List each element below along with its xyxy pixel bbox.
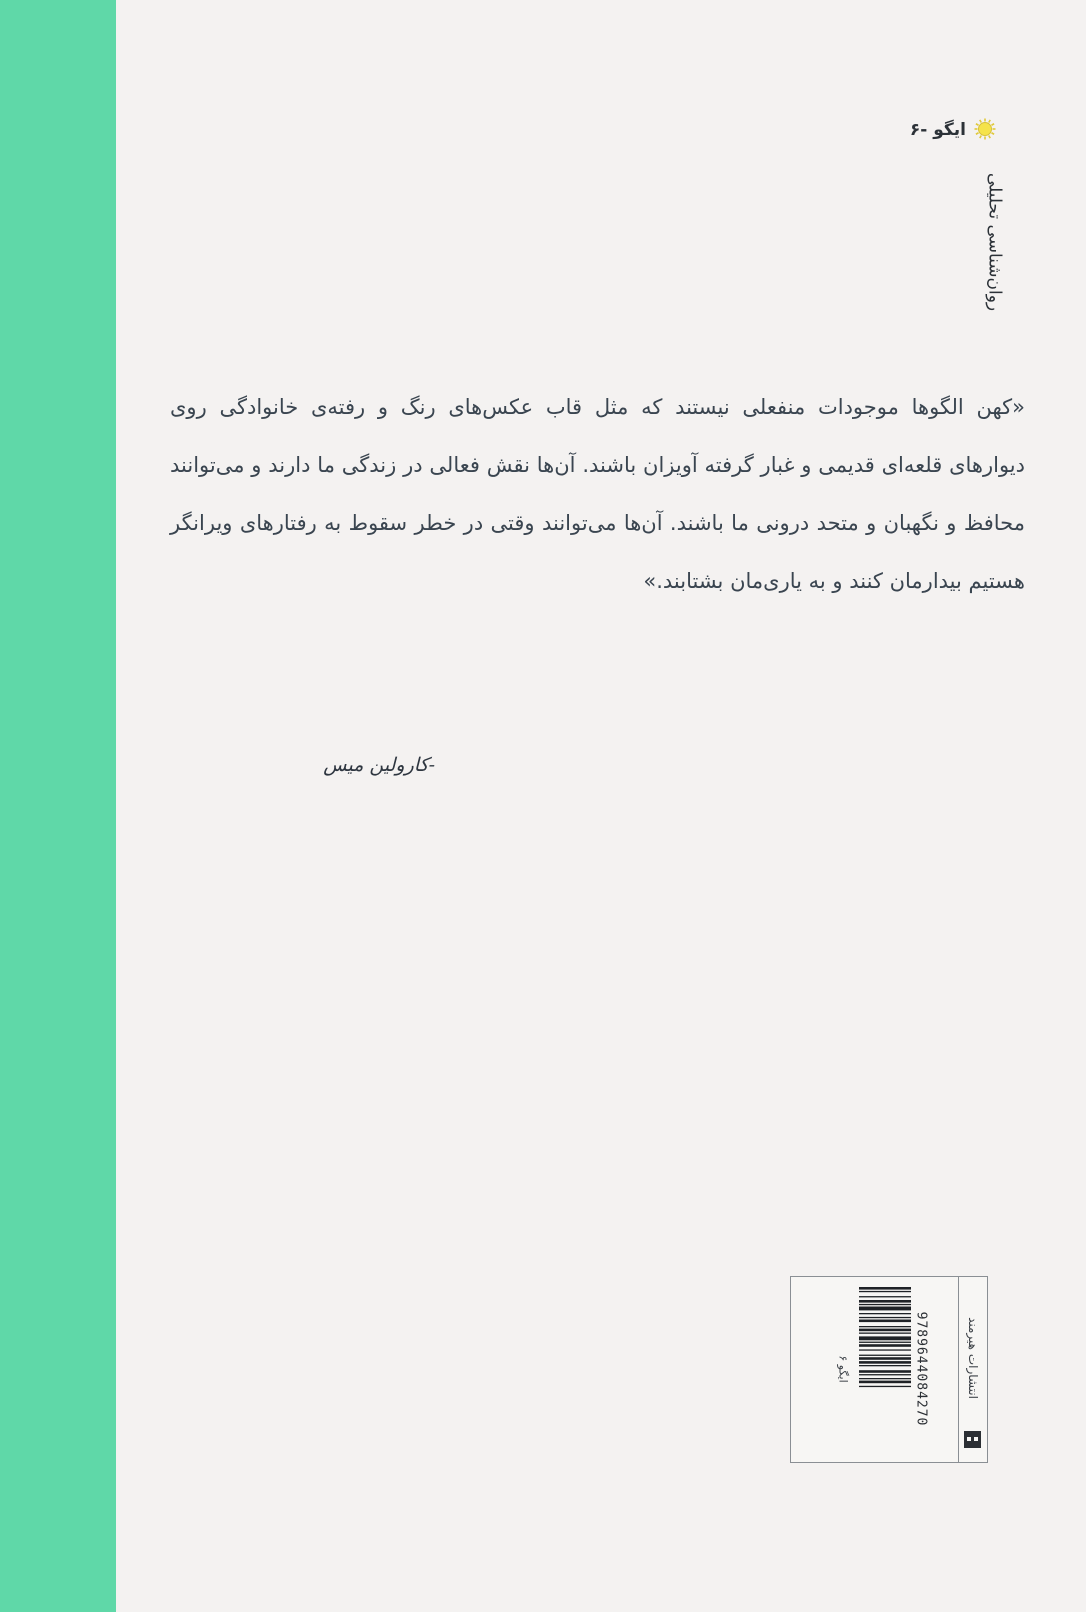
series-title: ایگو -۶ bbox=[909, 120, 966, 140]
series-block bbox=[860, 110, 1010, 340]
sun-icon bbox=[974, 118, 996, 140]
isbn-digits: 9789644084270 bbox=[913, 1311, 929, 1427]
barcode-box bbox=[790, 1276, 988, 1463]
quote-author: -کارولین میس bbox=[323, 754, 435, 776]
quote-text: «کهن الگوها موجودات منفعلی نیستند که مثل قاب عکس‌های رنگ و رفته‌ی خانوادگی روی دیوارهای قلعه‌ای قدیمی و غبار گرفته آویزان باشند. آن‌ها نقش فعالی در زندگی ما دارند و می‌توانند محافظ و نگهبان و متحد درونی ما باشند. آن‌ها می‌توانند وقتی در خطر سقوط به رفتارهای ویرانگر هستیم بیدارمان کنند و به یاری‌مان بشتابند.» bbox=[170, 395, 1025, 593]
series-subtitle: روان‌شناسی تحلیلی bbox=[984, 172, 1004, 312]
cover-color-band bbox=[0, 0, 116, 1612]
barcode-label: ایگو ۶ bbox=[836, 1355, 850, 1383]
barcode bbox=[829, 1285, 953, 1453]
publisher-strip bbox=[958, 1277, 987, 1462]
publisher-logo-icon bbox=[964, 1431, 981, 1448]
publisher-name: انتشارات هیرمند bbox=[966, 1317, 980, 1400]
